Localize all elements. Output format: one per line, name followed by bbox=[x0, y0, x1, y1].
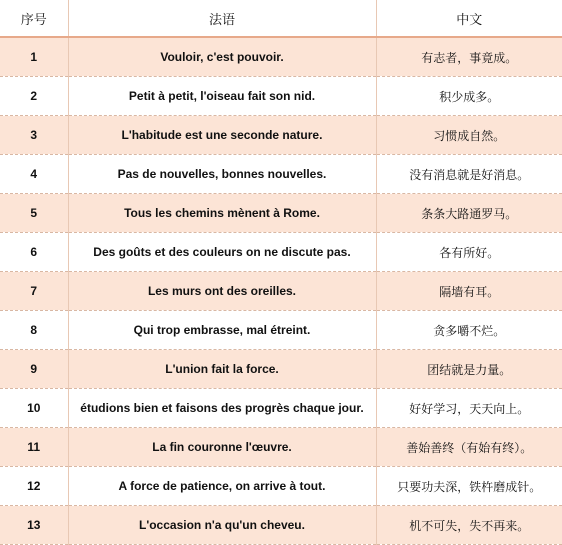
table-row bbox=[0, 506, 562, 545]
french-proverb: L'habitude est une seconde nature. bbox=[68, 116, 376, 155]
chinese-translation: 团结就是力量。 bbox=[376, 350, 562, 389]
row-number: 7 bbox=[0, 272, 68, 311]
table-row bbox=[0, 194, 562, 233]
table-row bbox=[0, 467, 562, 506]
row-number: 13 bbox=[0, 506, 68, 545]
table-row bbox=[0, 350, 562, 389]
french-proverb: Vouloir, c'est pouvoir. bbox=[68, 37, 376, 77]
header-french: 法语 bbox=[68, 0, 376, 37]
table-row bbox=[0, 233, 562, 272]
table-row bbox=[0, 77, 562, 116]
chinese-translation: 善始善终（有始有终）。 bbox=[376, 428, 562, 467]
chinese-translation: 贪多嚼不烂。 bbox=[376, 311, 562, 350]
chinese-translation: 只要功夫深，铁杵磨成针。 bbox=[376, 467, 562, 506]
row-number: 2 bbox=[0, 77, 68, 116]
table-row bbox=[0, 37, 562, 77]
table-row bbox=[0, 389, 562, 428]
table-row bbox=[0, 155, 562, 194]
row-number: 8 bbox=[0, 311, 68, 350]
row-number: 1 bbox=[0, 37, 68, 77]
french-proverb: La fin couronne l'œuvre. bbox=[68, 428, 376, 467]
french-proverb: Les murs ont des oreilles. bbox=[68, 272, 376, 311]
row-number: 4 bbox=[0, 155, 68, 194]
chinese-translation: 没有消息就是好消息。 bbox=[376, 155, 562, 194]
table-row bbox=[0, 311, 562, 350]
chinese-translation: 习惯成自然。 bbox=[376, 116, 562, 155]
chinese-translation: 积少成多。 bbox=[376, 77, 562, 116]
row-number: 6 bbox=[0, 233, 68, 272]
chinese-translation: 好好学习，天天向上。 bbox=[376, 389, 562, 428]
table-row bbox=[0, 272, 562, 311]
chinese-translation: 条条大路通罗马。 bbox=[376, 194, 562, 233]
french-proverb: L'union fait la force. bbox=[68, 350, 376, 389]
row-number: 10 bbox=[0, 389, 68, 428]
table-header bbox=[0, 0, 562, 37]
row-number: 5 bbox=[0, 194, 68, 233]
header-number: 序号 bbox=[0, 0, 68, 37]
french-proverb: étudions bien et faisons des progrès chaque jour. bbox=[68, 389, 376, 428]
row-number: 3 bbox=[0, 116, 68, 155]
chinese-translation: 机不可失，失不再来。 bbox=[376, 506, 562, 545]
row-number: 12 bbox=[0, 467, 68, 506]
chinese-translation: 有志者，事竟成。 bbox=[376, 37, 562, 77]
chinese-translation: 隔墙有耳。 bbox=[376, 272, 562, 311]
french-proverb: Des goûts et des couleurs on ne discute pas. bbox=[68, 233, 376, 272]
table-row bbox=[0, 428, 562, 467]
header-row bbox=[0, 0, 562, 37]
french-proverb: Pas de nouvelles, bonnes nouvelles. bbox=[68, 155, 376, 194]
french-proverb: L'occasion n'a qu'un cheveu. bbox=[68, 506, 376, 545]
table-body bbox=[0, 37, 562, 545]
french-proverb: Petit à petit, l'oiseau fait son nid. bbox=[68, 77, 376, 116]
row-number: 9 bbox=[0, 350, 68, 389]
french-proverb: A force de patience, on arrive à tout. bbox=[68, 467, 376, 506]
french-proverb: Qui trop embrasse, mal étreint. bbox=[68, 311, 376, 350]
french-proverb: Tous les chemins mènent à Rome. bbox=[68, 194, 376, 233]
chinese-translation: 各有所好。 bbox=[376, 233, 562, 272]
row-number: 11 bbox=[0, 428, 68, 467]
table-row bbox=[0, 116, 562, 155]
header-chinese: 中文 bbox=[376, 0, 562, 37]
